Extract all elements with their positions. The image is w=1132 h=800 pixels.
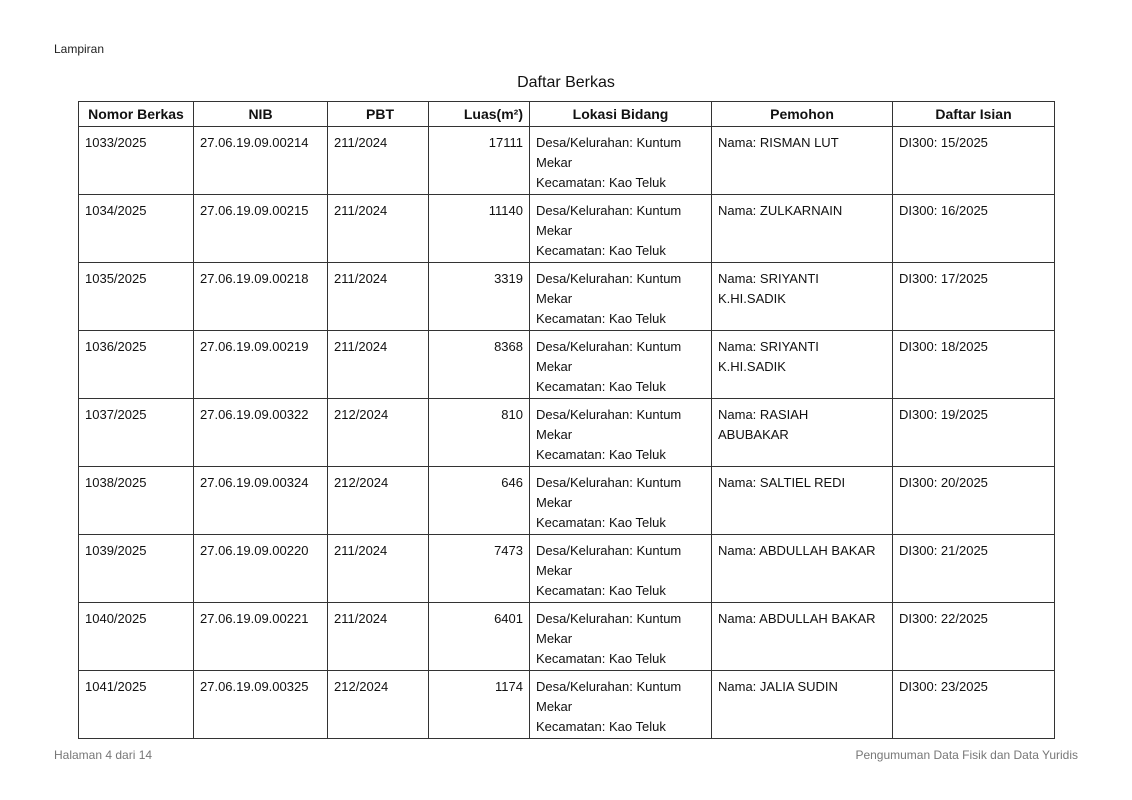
cell-nib: 27.06.19.09.00215 [194, 195, 328, 263]
cell-line: Desa/Kelurahan: Kuntum [536, 203, 682, 218]
cell-daftar-isian: DI300: 15/2025 [893, 127, 1055, 195]
cell-line: Kecamatan: Kao Teluk [536, 311, 666, 326]
cell-luas: 646 [429, 467, 530, 535]
cell-nib: 27.06.19.09.00220 [194, 535, 328, 603]
cell-line: Mekar [536, 699, 573, 714]
cell-pbt: 211/2024 [328, 263, 429, 331]
cell-pbt: 211/2024 [328, 331, 429, 399]
cell-line: Kecamatan: Kao Teluk [536, 515, 666, 530]
table-row [79, 127, 1055, 195]
cell-pbt: 211/2024 [328, 127, 429, 195]
cell-pemohon [712, 603, 893, 671]
table-row [79, 195, 1055, 263]
cell-line: Desa/Kelurahan: Kuntum [536, 271, 682, 286]
cell-line: Nama: RASIAH [718, 407, 809, 422]
column-header-daftar-isian: Daftar Isian [893, 102, 1055, 127]
cell-daftar-isian: DI300: 16/2025 [893, 195, 1055, 263]
cell-line: Mekar [536, 495, 573, 510]
cell-nib: 27.06.19.09.00325 [194, 671, 328, 739]
cell-nib: 27.06.19.09.00324 [194, 467, 328, 535]
cell-nib: 27.06.19.09.00219 [194, 331, 328, 399]
cell-daftar-isian: DI300: 17/2025 [893, 263, 1055, 331]
cell-line: Desa/Kelurahan: Kuntum [536, 339, 682, 354]
cell-nomor-berkas: 1037/2025 [79, 399, 194, 467]
column-header-nomor-berkas: Nomor Berkas [79, 102, 194, 127]
cell-line: Desa/Kelurahan: Kuntum [536, 543, 682, 558]
cell-line: Desa/Kelurahan: Kuntum [536, 679, 682, 694]
page-number-footer: Halaman 4 dari 14 [54, 748, 153, 762]
cell-luas: 17111 [429, 127, 530, 195]
cell-daftar-isian: DI300: 21/2025 [893, 535, 1055, 603]
cell-luas: 810 [429, 399, 530, 467]
cell-pbt: 212/2024 [328, 671, 429, 739]
cell-line: K.HI.SADIK [718, 359, 786, 374]
cell-line: Kecamatan: Kao Teluk [536, 583, 666, 598]
cell-line: Nama: ABDULLAH BAKAR [718, 543, 876, 558]
table-row [79, 399, 1055, 467]
cell-nomor-berkas: 1033/2025 [79, 127, 194, 195]
cell-daftar-isian: DI300: 22/2025 [893, 603, 1055, 671]
cell-luas: 3319 [429, 263, 530, 331]
cell-lokasi-bidang [530, 331, 712, 399]
cell-line: Mekar [536, 155, 573, 170]
cell-pbt: 211/2024 [328, 195, 429, 263]
cell-luas: 11140 [429, 195, 530, 263]
cell-line: Nama: SRIYANTI [718, 339, 819, 354]
column-header-luas: Luas(m²) [429, 102, 530, 127]
cell-lokasi-bidang [530, 399, 712, 467]
cell-line: Kecamatan: Kao Teluk [536, 719, 666, 734]
cell-line: Nama: ZULKARNAIN [718, 203, 843, 218]
cell-line: Kecamatan: Kao Teluk [536, 243, 666, 258]
cell-lokasi-bidang [530, 467, 712, 535]
document-title: Daftar Berkas [517, 74, 615, 91]
column-header-pemohon: Pemohon [712, 102, 893, 127]
cell-line: Nama: ABDULLAH BAKAR [718, 611, 876, 626]
cell-line: Desa/Kelurahan: Kuntum [536, 407, 682, 422]
cell-pemohon [712, 195, 893, 263]
cell-lokasi-bidang [530, 263, 712, 331]
cell-nomor-berkas: 1036/2025 [79, 331, 194, 399]
cell-nomor-berkas: 1038/2025 [79, 467, 194, 535]
cell-lokasi-bidang [530, 535, 712, 603]
cell-line: ABUBAKAR [718, 427, 789, 442]
cell-pbt: 211/2024 [328, 535, 429, 603]
document-name-footer: Pengumuman Data Fisik dan Data Yuridis [855, 748, 1078, 762]
cell-pemohon [712, 671, 893, 739]
cell-line: Mekar [536, 631, 573, 646]
cell-line: Nama: SRIYANTI [718, 271, 819, 286]
cell-line: Mekar [536, 291, 573, 306]
cell-lokasi-bidang [530, 195, 712, 263]
cell-line: Kecamatan: Kao Teluk [536, 447, 666, 462]
cell-line: Kecamatan: Kao Teluk [536, 175, 666, 190]
cell-daftar-isian: DI300: 23/2025 [893, 671, 1055, 739]
cell-daftar-isian: DI300: 20/2025 [893, 467, 1055, 535]
cell-pemohon [712, 399, 893, 467]
column-header-lokasi-bidang: Lokasi Bidang [530, 102, 712, 127]
table-header-row [79, 102, 1055, 127]
cell-line: Nama: JALIA SUDIN [718, 679, 838, 694]
cell-pemohon [712, 331, 893, 399]
table-row [79, 535, 1055, 603]
cell-nib: 27.06.19.09.00322 [194, 399, 328, 467]
table-row [79, 467, 1055, 535]
cell-luas: 7473 [429, 535, 530, 603]
cell-pbt: 212/2024 [328, 467, 429, 535]
cell-line: Mekar [536, 223, 573, 238]
cell-nomor-berkas: 1039/2025 [79, 535, 194, 603]
cell-line: Mekar [536, 427, 573, 442]
column-header-pbt: PBT [328, 102, 429, 127]
cell-pbt: 212/2024 [328, 399, 429, 467]
table-row [79, 603, 1055, 671]
cell-pemohon [712, 535, 893, 603]
cell-pemohon [712, 127, 893, 195]
cell-nib: 27.06.19.09.00221 [194, 603, 328, 671]
cell-line: Desa/Kelurahan: Kuntum [536, 135, 682, 150]
cell-line: Nama: SALTIEL REDI [718, 475, 846, 490]
cell-line: Desa/Kelurahan: Kuntum [536, 611, 682, 626]
cell-daftar-isian: DI300: 18/2025 [893, 331, 1055, 399]
cell-nomor-berkas: 1041/2025 [79, 671, 194, 739]
cell-line: Kecamatan: Kao Teluk [536, 651, 666, 666]
cell-pemohon [712, 263, 893, 331]
cell-luas: 1174 [429, 671, 530, 739]
cell-lokasi-bidang [530, 603, 712, 671]
column-header-nib: NIB [194, 102, 328, 127]
cell-nomor-berkas: 1034/2025 [79, 195, 194, 263]
cell-pemohon [712, 467, 893, 535]
berkas-table [78, 101, 1055, 739]
cell-daftar-isian: DI300: 19/2025 [893, 399, 1055, 467]
cell-line: K.HI.SADIK [718, 291, 786, 306]
cell-line: Mekar [536, 359, 573, 374]
cell-nib: 27.06.19.09.00214 [194, 127, 328, 195]
cell-line: Kecamatan: Kao Teluk [536, 379, 666, 394]
cell-luas: 8368 [429, 331, 530, 399]
cell-pbt: 211/2024 [328, 603, 429, 671]
cell-luas: 6401 [429, 603, 530, 671]
cell-nib: 27.06.19.09.00218 [194, 263, 328, 331]
table-row [79, 671, 1055, 739]
table-row [79, 263, 1055, 331]
cell-nomor-berkas: 1035/2025 [79, 263, 194, 331]
cell-lokasi-bidang [530, 671, 712, 739]
cell-nomor-berkas: 1040/2025 [79, 603, 194, 671]
cell-line: Desa/Kelurahan: Kuntum [536, 475, 682, 490]
page-label: Lampiran [54, 42, 105, 56]
cell-lokasi-bidang [530, 127, 712, 195]
cell-line: Nama: RISMAN LUT [718, 135, 839, 150]
cell-line: Mekar [536, 563, 573, 578]
table-row [79, 331, 1055, 399]
